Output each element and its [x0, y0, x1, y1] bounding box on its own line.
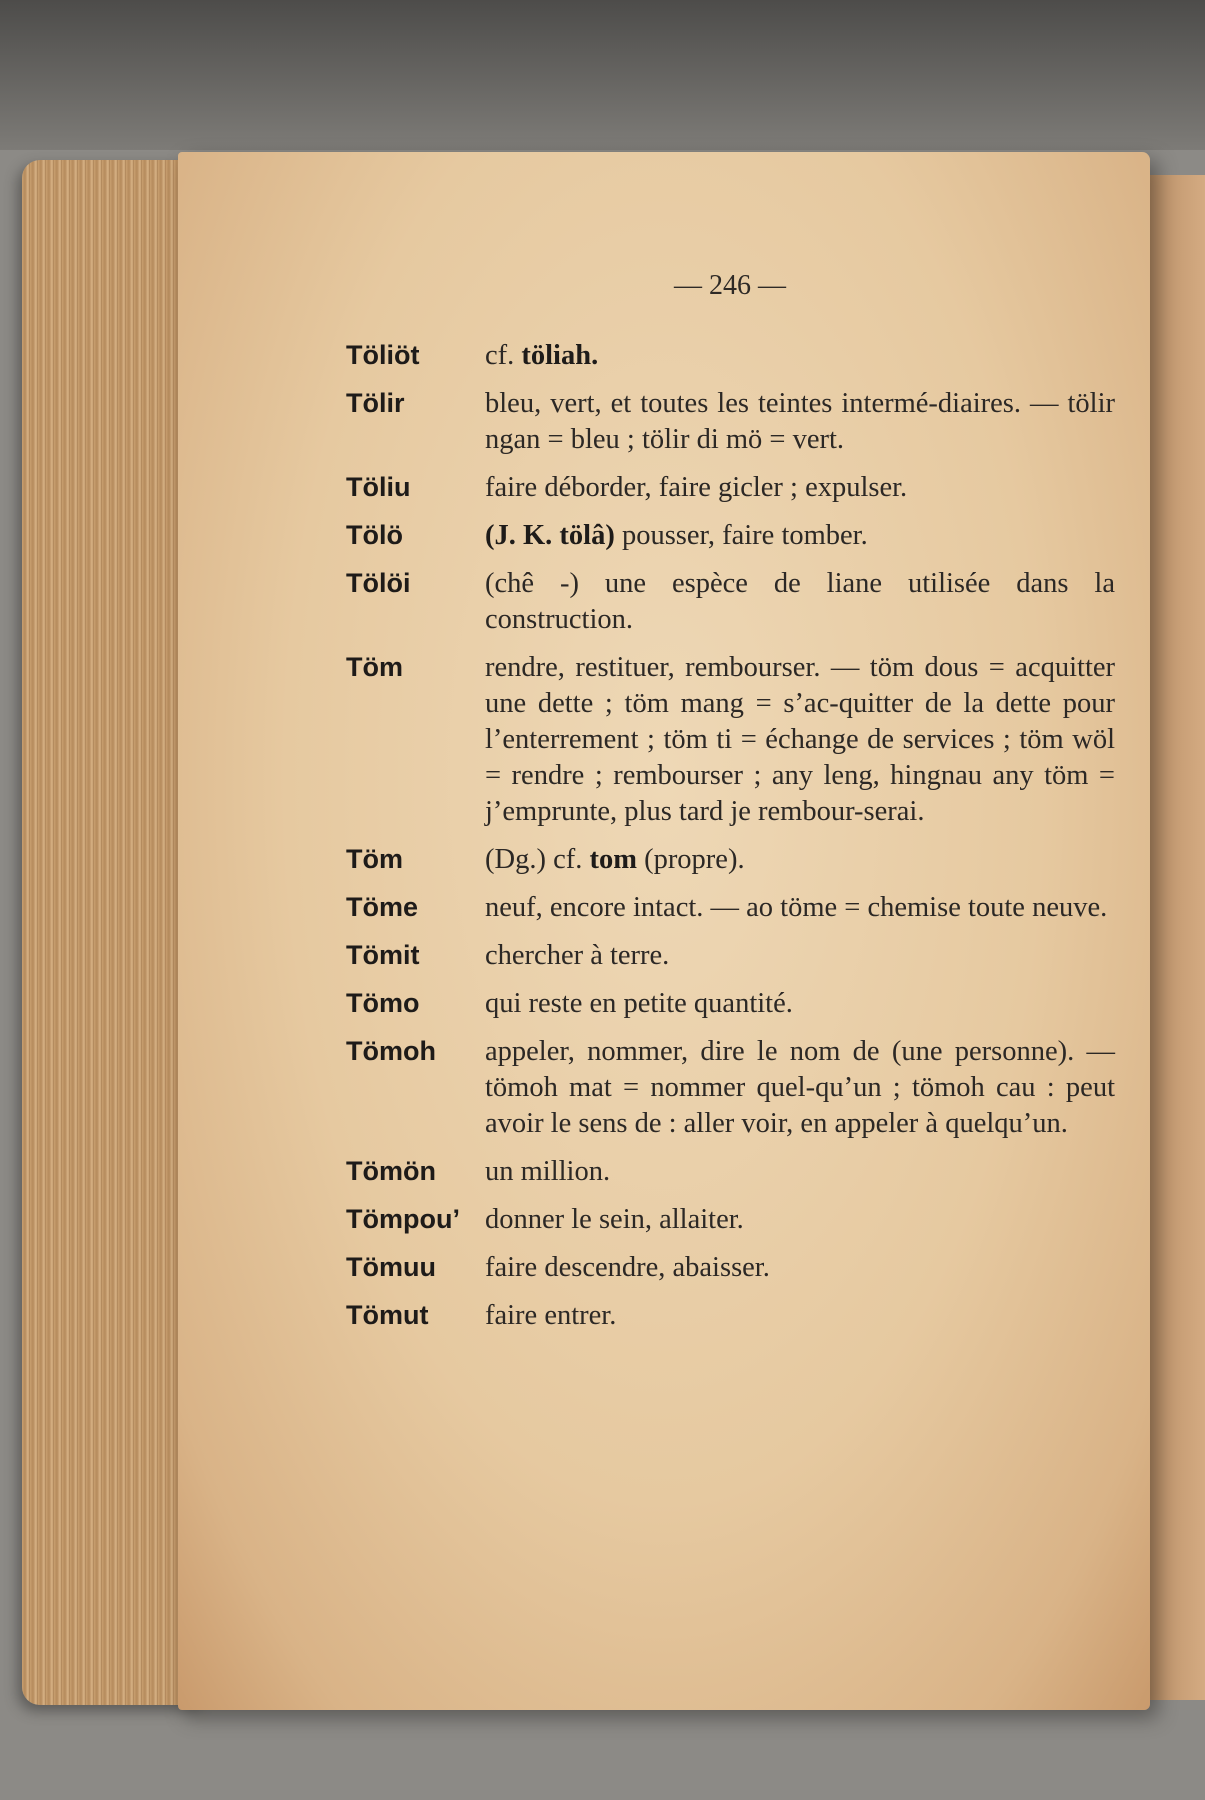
entry-definition: cf. töliah.	[485, 340, 599, 371]
entry-headword: Tömit	[346, 940, 420, 970]
entry-definition: neuf, encore intact. — ao töme = chemise toute neuve.	[485, 892, 1108, 923]
background-shadow	[0, 0, 1205, 150]
dictionary-entry	[340, 650, 1115, 830]
dictionary-entries	[340, 338, 1115, 1346]
entry-definition: qui reste en petite quantité.	[485, 988, 793, 1019]
dictionary-entry	[340, 1202, 1115, 1238]
book-page-edges	[22, 160, 202, 1705]
dictionary-entry	[340, 1154, 1115, 1190]
dictionary-entry	[340, 470, 1115, 506]
entry-definition: faire entrer.	[485, 1300, 617, 1331]
dictionary-entry	[340, 518, 1115, 554]
entry-definition: (chê -) une espèce de liane utilisée dans la construction.	[485, 568, 1115, 635]
dictionary-entry	[340, 1034, 1115, 1142]
entry-headword: Tömut	[346, 1300, 429, 1330]
dictionary-entry	[340, 1250, 1115, 1286]
page-number: — 246 —	[674, 270, 786, 301]
entry-definition: bleu, vert, et toutes les teintes intermé-diaires. — tölir ngan = bleu ; tölir di mö = vert.	[485, 388, 1115, 455]
entry-headword: Töliöt	[346, 340, 420, 370]
entry-headword: Tölö	[346, 520, 403, 550]
entry-definition: un million.	[485, 1156, 611, 1187]
entry-headword: Tömo	[346, 988, 420, 1018]
dictionary-entry	[340, 1298, 1115, 1334]
entry-headword: Töm	[346, 652, 403, 682]
dictionary-entry	[340, 890, 1115, 926]
entry-headword: Tömpou’	[346, 1204, 460, 1234]
entry-headword: Tömön	[346, 1156, 436, 1186]
dictionary-entry	[340, 986, 1115, 1022]
entry-definition: rendre, restituer, rembourser. — töm dous = acquitter une dette ; töm mang = s’ac-quitter de la dette pour l’enterrement ; töm ti = échange de services ; töm wöl = rendre ; rembourser ; any leng, hingnau any töm = j’emprunte, plus tard je rembour-serai.	[485, 652, 1115, 827]
entry-definition: chercher à terre.	[485, 940, 670, 971]
dictionary-entry	[340, 842, 1115, 878]
entry-definition: donner le sein, allaiter.	[485, 1204, 744, 1235]
dictionary-entry	[340, 938, 1115, 974]
entry-headword: Töme	[346, 892, 419, 922]
entry-headword: Töm	[346, 844, 403, 874]
entry-headword: Tölir	[346, 388, 405, 418]
dictionary-entry	[340, 338, 1115, 374]
entry-headword: Tölöi	[346, 568, 411, 598]
dictionary-entry	[340, 566, 1115, 638]
facing-page-edge	[1145, 175, 1205, 1700]
entry-headword: Töliu	[346, 472, 411, 502]
entry-headword: Tömuu	[346, 1252, 436, 1282]
entry-headword: Tömoh	[346, 1036, 436, 1066]
entry-definition: (Dg.) cf. tom (propre).	[485, 844, 745, 875]
entry-definition: faire descendre, abaisser.	[485, 1252, 770, 1283]
dictionary-entry	[340, 386, 1115, 458]
entry-definition: faire déborder, faire gicler ; expulser.	[485, 472, 908, 503]
entry-definition: appeler, nommer, dire le nom de (une personne). — tömoh mat = nommer quel-qu’un ; tömoh cau : peut avoir le sens de : aller voir, en appeler à quelqu’un.	[485, 1036, 1115, 1139]
entry-definition: (J. K. tölâ) pousser, faire tomber.	[485, 520, 868, 551]
